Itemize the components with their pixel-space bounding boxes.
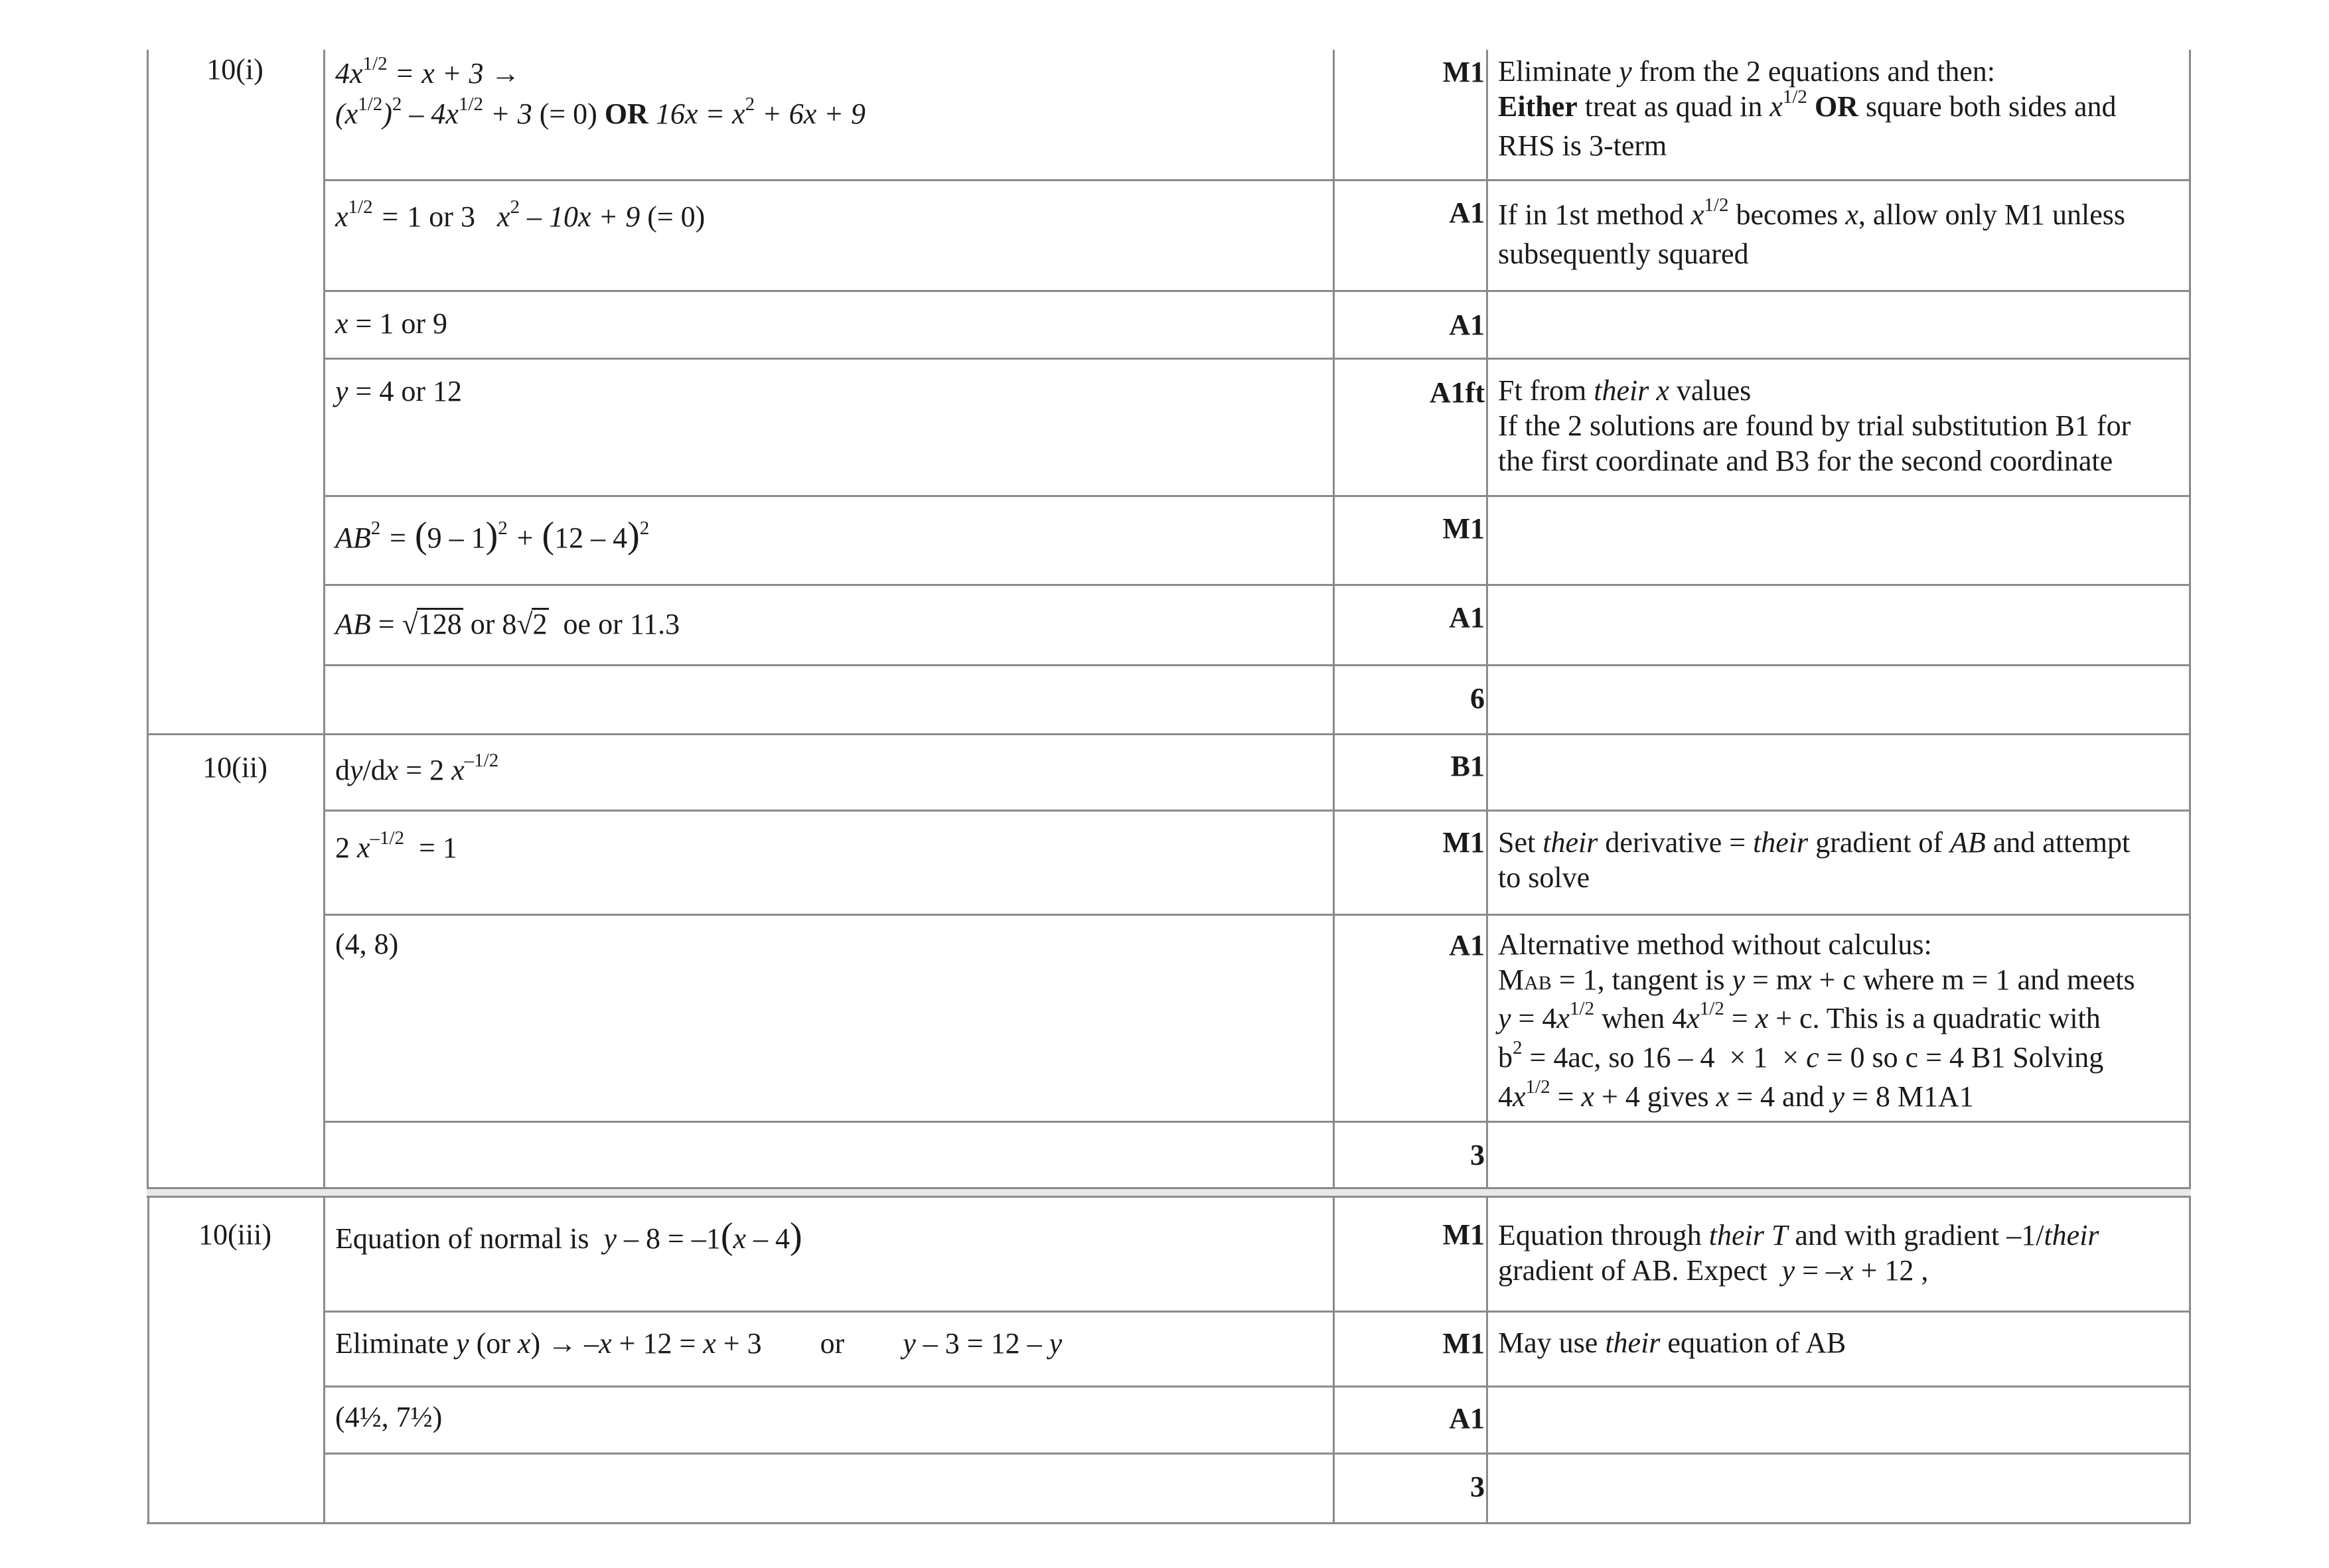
mark-cell: M1 [1442,1218,1485,1251]
answer-cell [335,606,1331,643]
guidance-line: Ft from their x values [1498,374,1752,407]
guidance-cell [1498,54,2182,163]
grid-line [323,358,2191,360]
answer-cell [335,1399,1331,1436]
mark-total: 6 [1470,682,1485,715]
mark-cell: A1ft [1429,376,1485,409]
answer-cell [335,1325,1331,1362]
grid-line [323,664,2191,666]
answer-line: 2 $x^{-1/2} = 1$ [335,827,457,864]
mark-cell: M1 [1442,56,1485,88]
grid-line [323,1121,2191,1123]
answer-line: x = 1 or 9 [335,307,447,340]
mark-cell: M1 [1442,1327,1485,1360]
guidance-line: If the 2 solutions are found by trial substitution B1 for [1498,409,2131,442]
grid-line [2189,50,2191,1524]
answer-cell [335,517,1331,560]
grid-line [147,733,2191,735]
guidance-cell [1498,373,2182,478]
answer-line: dy/dx = 2 $x^{-1/2}$ [335,750,499,786]
guidance-line: subsequently squared [1498,238,1749,270]
guidance-line: If in 1st method $x^{1/2}$ becomes x, allow only M1 unless [1498,194,2126,231]
mark-total: 3 [1470,1139,1485,1171]
answer-cell [335,305,1331,342]
guidance-cell [1498,1325,2182,1360]
answer-line: (4½, 7½) [335,1401,443,1433]
answer-cell [335,926,1331,963]
guidance-line: RHS is 3-term [1498,129,1667,162]
section-divider [147,1187,2191,1198]
answer-cell [335,198,1331,239]
answer-cell [335,829,1331,870]
guidance-line: $b^2 = 4ac$, so 16 – 4 × 1 × c = 0 so c = 4 B1 Solving [1498,1037,2104,1074]
answer-line: AB = √128 or 8√2 oe or 11.3 [335,608,680,640]
answer-line: Eliminate y (or x) → –x + 12 = x + 3 or y – 3 = 12 – y [335,1327,1063,1360]
grid-line [323,914,2191,916]
guidance-line: MAB = 1, tangent is y = mx + c where m = 1 and meets [1498,963,2135,996]
mark-cell: B1 [1450,750,1485,782]
answer-cell [335,373,1331,410]
grid-line [323,495,2191,497]
guidance-cell [1498,194,2182,271]
grid-line [323,50,325,1524]
grid-line [147,733,149,1191]
grid-line [323,1311,2191,1313]
mark-cell: A1 [1449,196,1485,229]
answer-line: y = 4 or 12 [335,375,462,407]
grid-line [1486,50,1488,1524]
mark-cell: A1 [1449,601,1485,634]
answer-line: $4x^{1/2} = x + 3$ → [335,53,520,90]
grid-line [323,1453,2191,1455]
answer-line: $x^{1/2} = 1$ or 3 $x^2 - 10x + 9$ (= 0) [335,196,706,233]
guidance-line: to solve [1498,861,1590,894]
mark-cell: A1 [1449,309,1485,341]
grid-line [323,1386,2191,1388]
answer-cell [335,752,1331,792]
grid-line [1333,50,1335,1524]
mark-cell: M1 [1442,826,1485,859]
guidance-line: Either treat as quad in $x^{1/2}$ OR square both sides and [1498,86,2117,123]
guidance-line: May use their equation of AB [1498,1326,1846,1359]
mark-total: 3 [1470,1470,1485,1503]
guidance-cell [1498,927,2182,1118]
guidance-line: Alternative method without calculus: [1498,928,1932,961]
mark-cell: A1 [1449,929,1485,962]
guidance-line: Eliminate y from the 2 equations and then: [1498,55,1996,88]
guidance-line: $4x^{1/2} = x + 4$ gives x = 4 and y = 8 M1A1 [1498,1076,1974,1113]
question-number: 10(ii) [202,751,267,784]
grid-line [323,810,2191,812]
guidance-line: $y = 4x^{1/2}$ when $4x^{1/2} = x + c$. This is a quadratic with [1498,998,2101,1034]
mark-cell: A1 [1449,1402,1485,1435]
grid-line [323,179,2191,181]
guidance-line: the first coordinate and B3 for the second coordinate [1498,445,2113,477]
answer-cell [335,55,1331,136]
guidance-cell [1498,1218,2182,1288]
mark-cell: M1 [1442,512,1485,545]
mark-scheme-table [147,50,2191,1524]
question-number: 10(i) [206,53,263,86]
guidance-line: gradient of AB. Expect y = –x + 12 , [1498,1254,1929,1287]
guidance-cell [1498,825,2182,895]
guidance-line: Equation through their T and with gradient –1/their [1498,1219,2099,1251]
answer-line: $AB^2 = (9 - 1)^2 + (12 - 4)^2$ [335,515,650,556]
answer-line: Equation of normal is y – 8 = –1(x – 4) [335,1216,802,1257]
answer-line: (4, 8) [335,928,399,960]
question-number: 10(iii) [198,1218,271,1251]
grid-line [147,1522,2191,1524]
answer-cell [335,1218,1331,1257]
grid-line [323,290,2191,292]
answer-line: $(x^{1/2})^2 - 4x^{1/2} + 3$ (= 0) OR $16x = x^2 + 6x + 9$ [335,94,865,130]
guidance-line: Set their derivative = their gradient of AB and attempt [1498,826,2131,859]
grid-line [147,50,149,733]
grid-line [323,584,2191,586]
